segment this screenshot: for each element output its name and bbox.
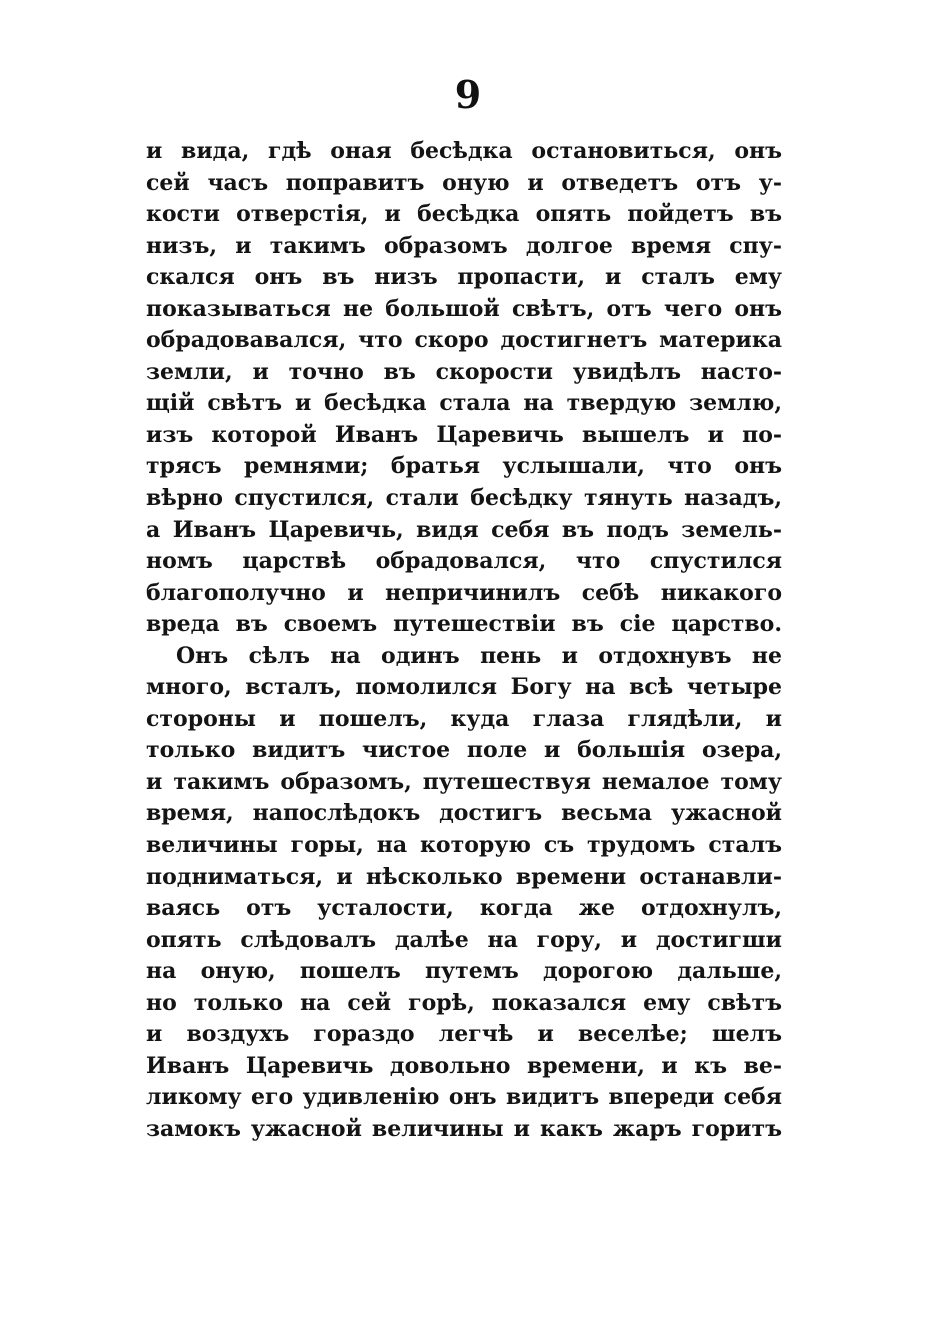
paragraph-start-line: Онъ сѣлъ на одинъ пень и отдохнувъ не (176, 642, 782, 669)
paragraph-end-line: вреда въ своемъ путешествіи въ сіе царство. (146, 611, 782, 638)
text-line: земли, и точно въ скорости увидѣлъ насто- (146, 358, 782, 385)
text-line: трясъ ремнями; братья услышали, что онъ (146, 453, 782, 480)
text-line: и такимъ образомъ, путешествуя немалое тому (146, 768, 782, 795)
text-line: а Иванъ Царевичь, видя себя въ подъ земель- (146, 516, 782, 543)
text-line: и воздухъ гораздо легчѣ и веселѣе; шелъ (146, 1021, 782, 1048)
text-line: ликому его удивленію онъ видитъ впереди себя (146, 1084, 782, 1111)
text-line: низъ, и такимъ образомъ долгое время спу- (146, 232, 782, 259)
text-line: подниматься, и нѣсколько времени останавли- (146, 863, 782, 890)
text-line: ваясь отъ усталости, когда же отдохнулъ, (146, 895, 782, 922)
text-line: стороны и пошелъ, куда глаза глядѣли, и (146, 705, 782, 732)
body-text (146, 136, 782, 1146)
text-line: замокъ ужасной величины и какъ жаръ горитъ (146, 1115, 782, 1142)
page-number: 9 (454, 72, 482, 117)
text-line: скался онъ въ низъ пропасти, и сталъ ему (146, 264, 782, 291)
text-line: опять слѣдовалъ далѣе на гору, и достигши (146, 926, 782, 953)
text-line: кости отверстія, и бесѣдка опять пойдетъ въ (146, 201, 782, 228)
text-line: только видитъ чистое поле и большія озера, (146, 737, 782, 764)
text-line: благополучно и непричинилъ себѣ никакого (146, 579, 782, 606)
text-line: сей часъ поправитъ оную и отведетъ отъ у- (146, 169, 782, 196)
text-line: много, всталъ, помолился Богу на всѣ четыре (146, 674, 782, 701)
text-line: величины горы, на которую съ трудомъ сталъ (146, 832, 782, 859)
text-line: на оную, пошелъ путемъ дорогою дальше, (146, 958, 782, 985)
text-line: время, напослѣдокъ достигъ весьма ужасной (146, 800, 782, 827)
text-line: но только на сей горѣ, показался ему свѣтъ (146, 989, 782, 1016)
text-line: изъ которой Иванъ Царевичь вышелъ и по- (146, 421, 782, 448)
text-line: щій свѣтъ и бесѣдка стала на твердую землю, (146, 390, 782, 417)
text-line: и вида, гдѣ оная бесѣдка остановиться, онъ (146, 138, 782, 164)
text-line: вѣрно спустился, стали бесѣдку тянуть назадъ, (146, 485, 782, 512)
text-line: Иванъ Царевичь довольно времени, и къ ве- (146, 1052, 782, 1079)
text-line: показываться не большой свѣтъ, отъ чего онъ (146, 295, 782, 322)
text-line: обрадовавался, что скоро достигнетъ материка (146, 327, 782, 354)
text-line: номъ царствѣ обрадовался, что спустился (146, 548, 782, 575)
